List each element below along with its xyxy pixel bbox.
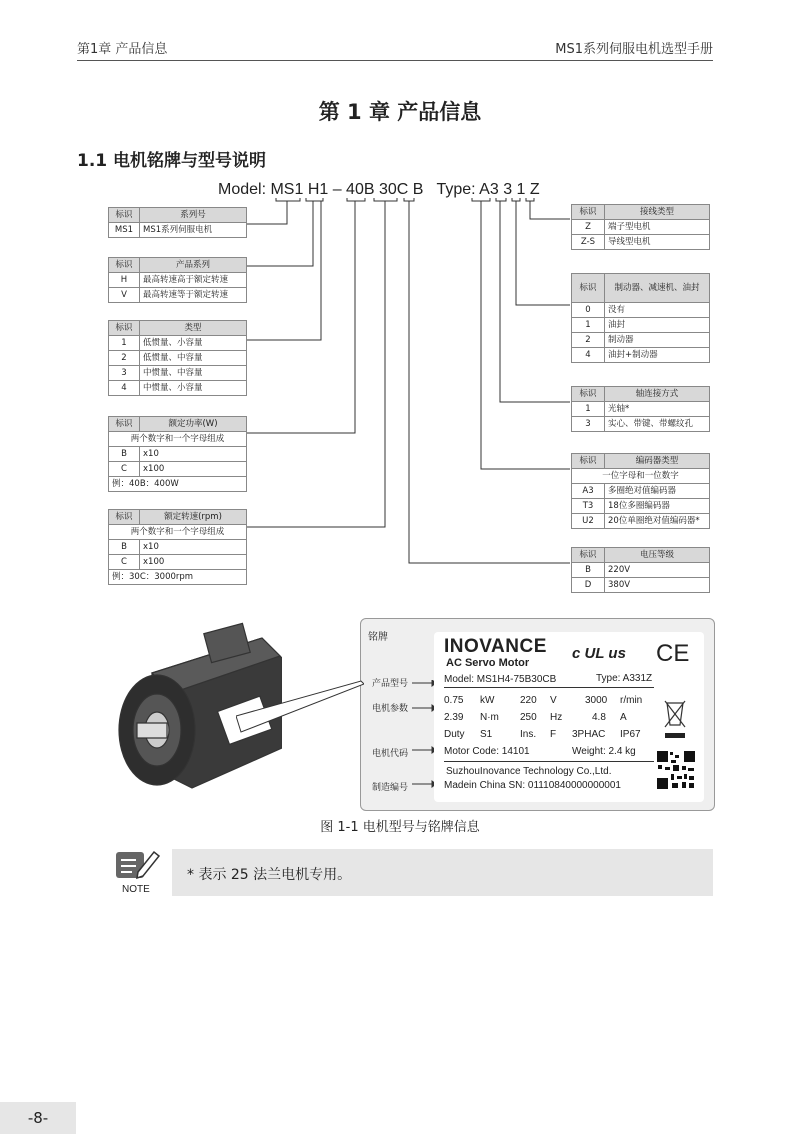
cell-desc: 油封+制动器: [605, 348, 710, 363]
cell-desc: 最高转速等于额定转速: [140, 288, 247, 303]
th-wiring: 接线类型: [605, 205, 710, 220]
cell-code: 1: [572, 318, 605, 333]
table-row: [572, 499, 710, 514]
np-origin-serial: Madein China SN: 01110840000000001: [444, 780, 621, 791]
np-motor-code: Motor Code: 14101: [444, 746, 530, 757]
cell-code: 3: [109, 366, 140, 381]
th-product: 产品系列: [140, 258, 247, 273]
np-duty: S1: [480, 729, 493, 740]
weee-bin-icon: [662, 697, 688, 741]
np-phase: 3PHAC: [572, 729, 606, 740]
cell-desc: 380V: [605, 578, 710, 593]
cell-desc: 端子型电机: [605, 220, 710, 235]
table-row: [572, 514, 710, 529]
label-product-model: 产品型号: [372, 678, 409, 688]
th-mark: 标识: [109, 208, 140, 223]
ce-mark: CE: [656, 640, 690, 667]
cell-code: D: [572, 578, 605, 593]
np-power: 0.75: [444, 695, 464, 706]
np-voltage: 220: [520, 695, 537, 706]
cell-desc: 多圈绝对值编码器: [605, 484, 710, 499]
cell-code: 4: [109, 381, 140, 396]
brand-logo: INOVANCE: [444, 636, 547, 657]
nameplate-pointer-lines: [236, 676, 364, 736]
table-row: [572, 417, 710, 432]
th-power: 额定功率(W): [140, 417, 247, 432]
cell-desc: MS1系列伺服电机: [140, 223, 247, 238]
cell-desc: x100: [140, 462, 247, 477]
table-row: [109, 366, 247, 381]
th-mark: 标识: [109, 417, 140, 432]
table-desc: 一位字母和一位数字: [572, 469, 710, 484]
th-encoder: 编码器类型: [605, 454, 710, 469]
np-frequency-unit: Hz: [550, 712, 563, 723]
label-motor-params: 电机参数: [372, 703, 409, 713]
cell-code: B: [109, 447, 140, 462]
cell-code: 2: [572, 333, 605, 348]
table-wiring-type: [571, 204, 710, 250]
note-label: NOTE: [122, 884, 150, 895]
cell-code: Z: [572, 220, 605, 235]
table-row: [572, 318, 710, 333]
table-encoder: [571, 453, 710, 529]
nameplate-box-label: 铭牌: [368, 632, 388, 643]
table-row: [572, 578, 710, 593]
np-voltage-unit: V: [550, 695, 557, 706]
th-mark: 标识: [109, 321, 140, 336]
cell-desc: x100: [140, 555, 247, 570]
cell-code: MS1: [109, 223, 140, 238]
note-pencil-icon: [116, 848, 162, 880]
cell-desc: 中惯量、小容量: [140, 381, 247, 396]
cell-desc: x10: [140, 540, 247, 555]
table-row: [109, 223, 247, 238]
np-ins-label: Ins.: [520, 729, 537, 740]
np-divider-2: [444, 761, 654, 762]
table-row: [572, 235, 710, 250]
table-rated-power: [108, 416, 247, 492]
table-row: [109, 540, 247, 555]
cell-code: T3: [572, 499, 605, 514]
cell-desc: 油封: [605, 318, 710, 333]
np-ins-class: F: [550, 729, 557, 740]
table-row: [572, 563, 710, 578]
th-type: 类型: [140, 321, 247, 336]
cell-desc: 220V: [605, 563, 710, 578]
cell-code: U2: [572, 514, 605, 529]
th-brake: 制动器、减速机、油封: [605, 274, 710, 303]
np-type: Type: A331Z: [596, 673, 653, 684]
label-arrows: [412, 680, 436, 790]
cell-code: V: [109, 288, 140, 303]
np-speed-unit: r/min: [620, 695, 643, 706]
th-mark: 标识: [572, 274, 605, 303]
cell-code: C: [109, 462, 140, 477]
table-row: [109, 288, 247, 303]
th-mark: 标识: [572, 548, 605, 563]
cell-desc: 低惯量、小容量: [140, 336, 247, 351]
table-row: [572, 303, 710, 318]
th-series: 系列号: [140, 208, 247, 223]
np-duty-label: Duty: [444, 729, 465, 740]
np-torque-unit: N·m: [480, 712, 499, 723]
np-current: 4.8: [592, 712, 606, 723]
header-manual-title: MS1系列伺服电机选型手册: [555, 42, 713, 57]
table-row: [109, 447, 247, 462]
table-row: [572, 348, 710, 363]
cell-code: C: [109, 555, 140, 570]
np-speed: 3000: [585, 695, 608, 706]
product-subtitle: AC Servo Motor: [446, 657, 530, 669]
cell-desc: 光轴*: [605, 402, 710, 417]
np-torque: 2.39: [444, 712, 464, 723]
table-voltage: [571, 547, 710, 593]
header-chapter: 第1章 产品信息: [77, 42, 168, 57]
table-row: [572, 220, 710, 235]
table-row: [109, 462, 247, 477]
th-shaft: 轴连接方式: [605, 387, 710, 402]
figure-caption: 图 1-1 电机型号与铭牌信息: [320, 820, 480, 835]
th-speed: 额定转速(rpm): [140, 510, 247, 525]
cell-desc: 最高转速高于额定转速: [140, 273, 247, 288]
table-row: [109, 273, 247, 288]
cell-code: 0: [572, 303, 605, 318]
th-mark: 标识: [572, 454, 605, 469]
table-brake-reducer-seal: [571, 273, 710, 363]
np-power-unit: kW: [480, 695, 495, 706]
th-mark: 标识: [572, 387, 605, 402]
th-mark: 标识: [109, 258, 140, 273]
ul-certification-mark: c UL us: [572, 645, 626, 662]
table-desc: 两个数字和一个字母组成: [109, 432, 247, 447]
np-frequency: 250: [520, 712, 537, 723]
table-row: [572, 484, 710, 499]
cell-code: 1: [109, 336, 140, 351]
th-voltage: 电压等级: [605, 548, 710, 563]
qr-code-icon: [656, 750, 696, 790]
np-ip-rating: IP67: [620, 729, 641, 740]
cell-desc: 20位单圈绝对值编码器*: [605, 514, 710, 529]
table-shaft: [571, 386, 710, 432]
section-title: 1.1 电机铭牌与型号说明: [77, 151, 267, 171]
cell-desc: 18位多圈编码器: [605, 499, 710, 514]
cell-code: H: [109, 273, 140, 288]
cell-desc: 没有: [605, 303, 710, 318]
table-rated-speed: [108, 509, 247, 585]
cell-code: B: [572, 563, 605, 578]
cell-code: 2: [109, 351, 140, 366]
th-mark: 标识: [109, 510, 140, 525]
table-example: 例：30C：3000rpm: [109, 570, 247, 585]
table-product-series: [108, 257, 247, 303]
table-type: [108, 320, 247, 396]
table-row: [572, 333, 710, 348]
np-divider-1: [444, 687, 654, 688]
page-number: -8-: [0, 1102, 76, 1134]
cell-desc: 导线型电机: [605, 235, 710, 250]
table-row: [109, 336, 247, 351]
cell-code: B: [109, 540, 140, 555]
np-weight: Weight: 2.4 kg: [572, 746, 636, 757]
label-serial-number: 制造编号: [372, 782, 409, 792]
cell-desc: 低惯量、中容量: [140, 351, 247, 366]
cell-code: 4: [572, 348, 605, 363]
cell-desc: x10: [140, 447, 247, 462]
table-row: [109, 555, 247, 570]
cell-code: 3: [572, 417, 605, 432]
label-motor-code: 电机代码: [372, 748, 409, 758]
np-model: Model: MS1H4-75B30CB: [444, 674, 557, 685]
note-text: * 表示 25 法兰电机专用。: [187, 867, 352, 883]
cell-desc: 中惯量、中容量: [140, 366, 247, 381]
table-example: 例：40B：400W: [109, 477, 247, 492]
cell-code: Z-S: [572, 235, 605, 250]
np-manufacturer: SuzhouInovance Technology Co.,Ltd.: [446, 766, 612, 777]
table-row: [109, 381, 247, 396]
chapter-title: 第 1 章 产品信息: [318, 100, 482, 124]
table-row: [109, 351, 247, 366]
cell-code: 1: [572, 402, 605, 417]
model-code-line: Model: MS1 H1 – 40B 30C B Type: A3 3 1 Z: [218, 181, 540, 198]
cell-code: A3: [572, 484, 605, 499]
table-series: [108, 207, 247, 238]
cell-desc: 制动器: [605, 333, 710, 348]
table-row: [572, 402, 710, 417]
np-current-unit: A: [620, 712, 627, 723]
th-mark: 标识: [572, 205, 605, 220]
cell-desc: 实心、带键、带螺纹孔: [605, 417, 710, 432]
table-desc: 两个数字和一个字母组成: [109, 525, 247, 540]
